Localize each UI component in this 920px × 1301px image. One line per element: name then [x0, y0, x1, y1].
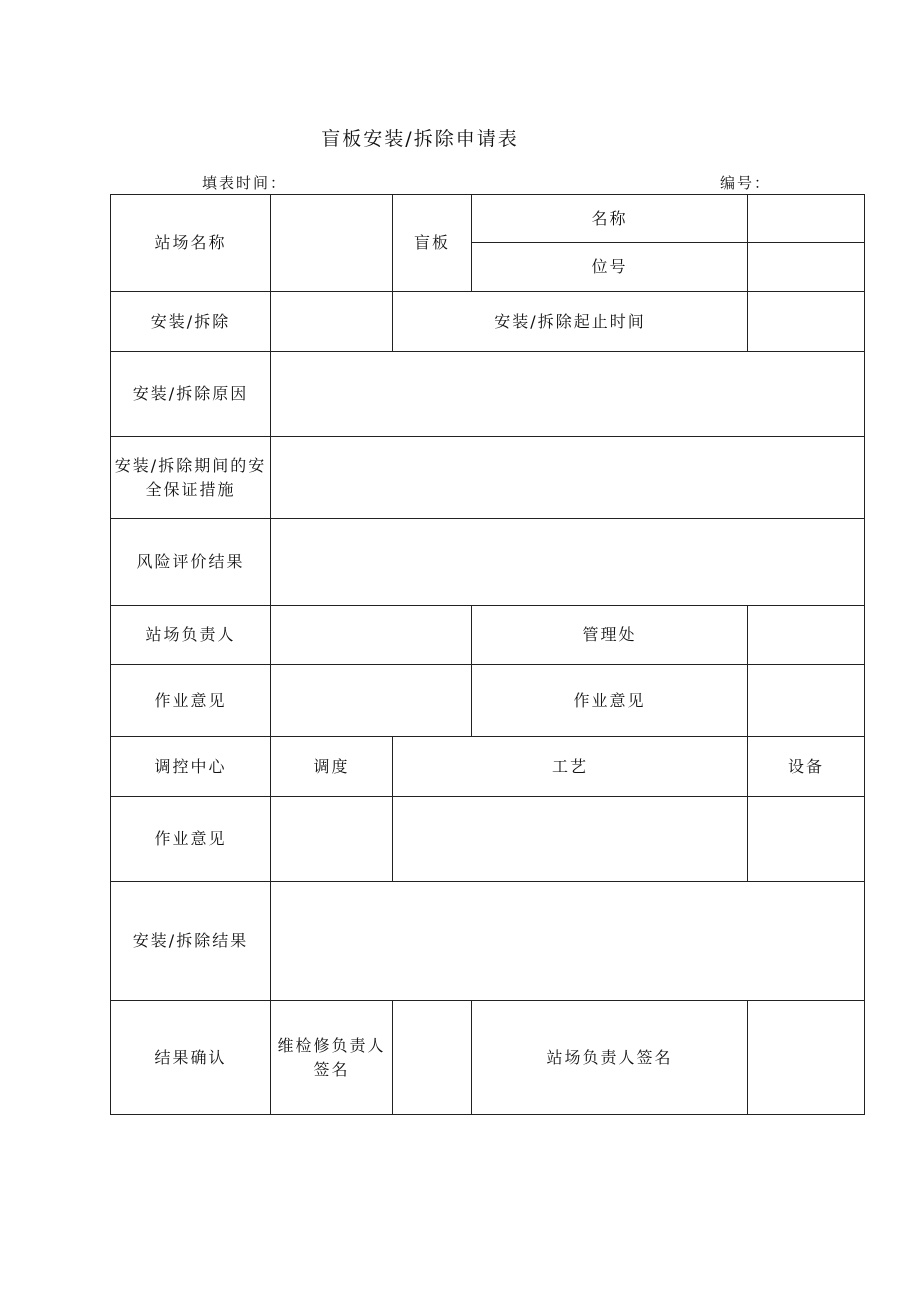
install-remove-time-label: 安装/拆除起止时间	[393, 292, 748, 352]
table-row	[111, 437, 865, 519]
install-remove-label: 安装/拆除	[111, 292, 271, 352]
management-opinion-label: 作业意见	[472, 665, 748, 737]
table-row	[111, 195, 865, 243]
fill-time-label: 填表时间：	[202, 174, 288, 192]
table-row	[111, 1001, 865, 1115]
station-manager-sign-label: 站场负责人签名	[472, 1001, 748, 1115]
install-remove-time-value[interactable]	[748, 292, 865, 352]
position-no-label: 位号	[472, 243, 748, 292]
maintenance-sign-label: 维检修负责人签名	[271, 1001, 393, 1115]
reason-label: 安装/拆除原因	[111, 352, 271, 437]
maintenance-sign-value[interactable]	[393, 1001, 472, 1115]
station-name-label: 站场名称	[111, 195, 271, 292]
table-row	[111, 797, 865, 882]
management-office-label: 管理处	[472, 606, 748, 665]
table-row	[111, 292, 865, 352]
install-remove-result-label: 安装/拆除结果	[111, 882, 271, 1001]
management-opinion-value[interactable]	[748, 665, 865, 737]
table-row	[111, 519, 865, 606]
form-title: 盲板安装/拆除申请表	[321, 128, 519, 150]
control-center-label: 调控中心	[111, 737, 271, 797]
station-name-value[interactable]	[271, 195, 393, 292]
table-row	[111, 352, 865, 437]
station-manager-sign-value[interactable]	[748, 1001, 865, 1115]
process-label: 工艺	[393, 737, 748, 797]
table-row	[111, 665, 865, 737]
work-opinion-label: 作业意见	[111, 665, 271, 737]
safety-measures-label: 安装/拆除期间的安全保证措施	[111, 437, 271, 519]
equipment-opinion-value[interactable]	[748, 797, 865, 882]
table-row	[111, 606, 865, 665]
safety-measures-value[interactable]	[271, 437, 865, 519]
dispatch-label: 调度	[271, 737, 393, 797]
management-office-value[interactable]	[748, 606, 865, 665]
reason-value[interactable]	[271, 352, 865, 437]
work-opinion-value[interactable]	[271, 665, 472, 737]
install-remove-value[interactable]	[271, 292, 393, 352]
control-opinion-label: 作业意见	[111, 797, 271, 882]
risk-result-value[interactable]	[271, 519, 865, 606]
table-row	[111, 737, 865, 797]
blind-plate-name-label: 名称	[472, 195, 748, 243]
equipment-label: 设备	[748, 737, 865, 797]
application-form-table	[110, 194, 865, 1115]
blind-plate-label: 盲板	[393, 195, 472, 292]
result-confirm-label: 结果确认	[111, 1001, 271, 1115]
number-label: 编号：	[720, 174, 772, 192]
blind-plate-name-value[interactable]	[748, 195, 865, 243]
station-manager-label: 站场负责人	[111, 606, 271, 665]
process-opinion-value[interactable]	[393, 797, 748, 882]
install-remove-result-value[interactable]	[271, 882, 865, 1001]
table-row	[111, 882, 865, 1001]
position-no-value[interactable]	[748, 243, 865, 292]
risk-result-label: 风险评价结果	[111, 519, 271, 606]
station-manager-value[interactable]	[271, 606, 472, 665]
dispatch-opinion-value[interactable]	[271, 797, 393, 882]
